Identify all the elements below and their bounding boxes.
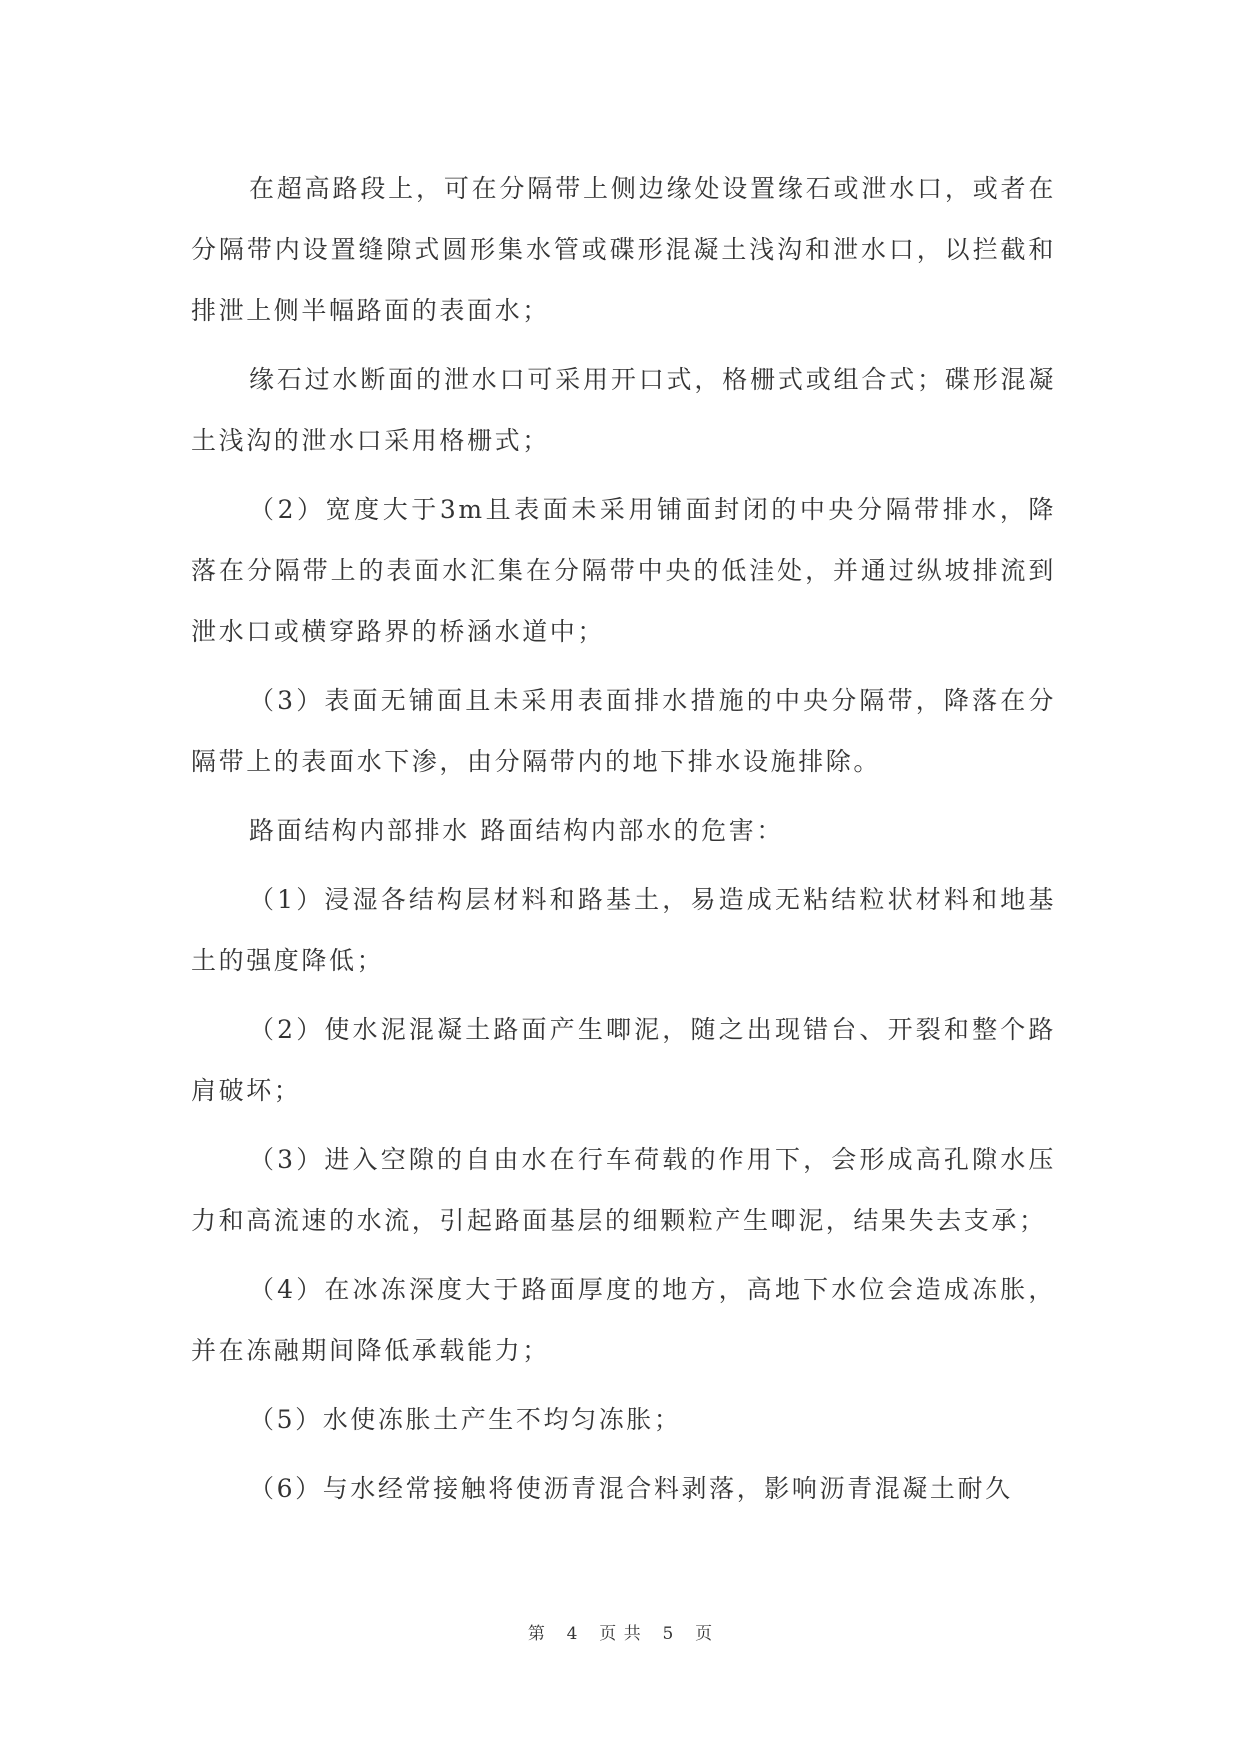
paragraph-7: （2）使水泥混凝土路面产生唧泥，随之出现错台、开裂和整个路肩破坏；	[191, 1015, 1056, 1105]
current-page-number: 4	[566, 1624, 579, 1644]
footer-prefix: 第	[527, 1624, 546, 1644]
footer-middle: 页 共	[599, 1624, 642, 1644]
paragraph-6: （1）浸湿各结构层材料和路基土，易造成无粘结粒状材料和地基土的强度降低；	[191, 885, 1056, 975]
page-footer	[0, 1619, 1241, 1644]
paragraph-5: 路面结构内部排水 路面结构内部水的危害：	[249, 816, 784, 845]
paragraph-2: 缘石过水断面的泄水口可采用开口式，格栅式或组合式；碟形混凝土浅沟的泄水口采用格栅式；	[191, 365, 1056, 455]
paragraph-10: （5）水使冻胀土产生不均匀冻胀；	[249, 1405, 682, 1434]
paragraph-1: 在超高路段上，可在分隔带上侧边缘处设置缘石或泄水口，或者在分隔带内设置缝隙式圆形集水管或碟形混凝土浅沟和泄水口，以拦截和排泄上侧半幅路面的表面水；	[191, 174, 1056, 325]
paragraph-3: （2）宽度大于3m且表面未采用铺面封闭的中央分隔带排水，降落在分隔带上的表面水汇集在分隔带中央的低洼处，并通过纵坡排流到泄水口或横穿路界的桥涵水道中；	[191, 495, 1056, 646]
paragraph-4: （3）表面无铺面且未采用表面排水措施的中央分隔带，降落在分隔带上的表面水下渗，由分隔带内的地下排水设施排除。	[191, 686, 1056, 776]
footer-suffix: 页	[695, 1624, 714, 1644]
total-page-number: 5	[662, 1624, 675, 1644]
paragraph-8: （3）进入空隙的自由水在行车荷载的作用下，会形成高孔隙水压力和高流速的水流，引起路面基层的细颗粒产生唧泥，结果失去支承；	[191, 1145, 1056, 1235]
document-body	[191, 158, 1056, 1527]
paragraph-11: （6）与水经常接触将使沥青混合料剥落，影响沥青混凝土耐久	[249, 1474, 1013, 1503]
paragraph-9: （4）在冰冻深度大于路面厚度的地方，高地下水位会造成冻胀，并在冻融期间降低承载能力；	[191, 1275, 1056, 1365]
